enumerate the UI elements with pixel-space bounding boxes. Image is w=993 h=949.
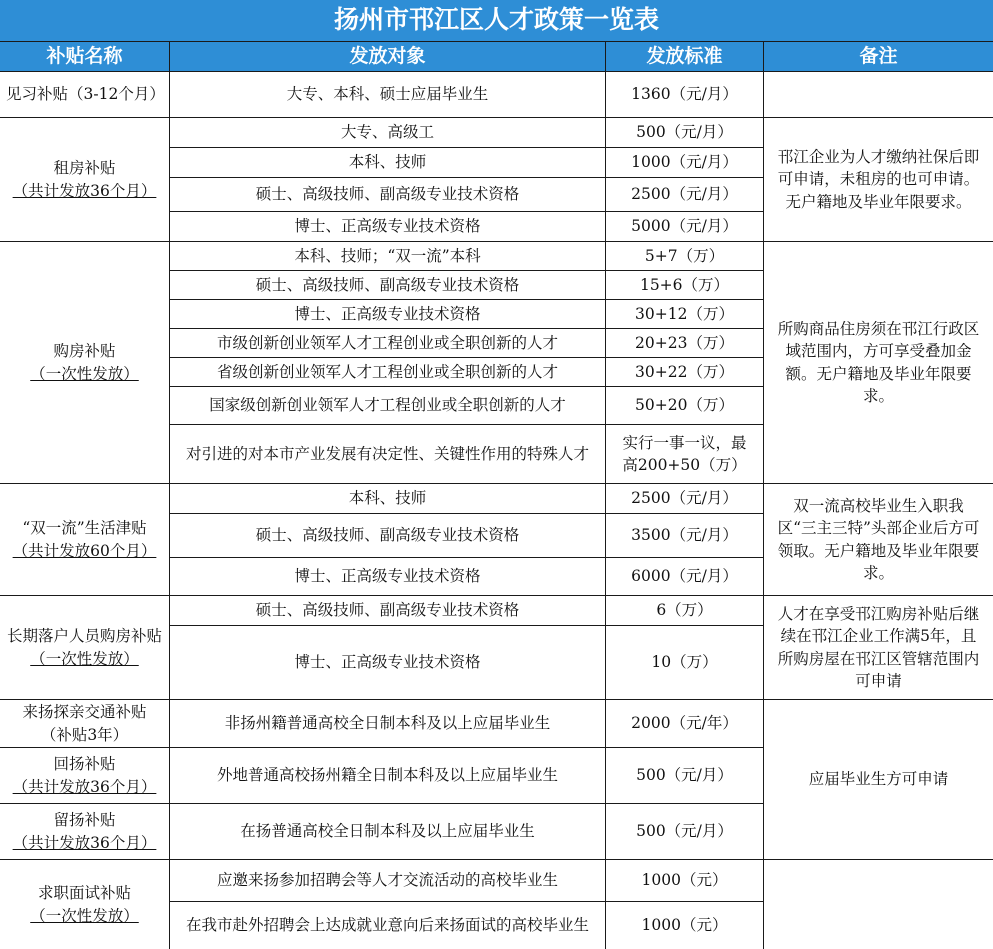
subsidy-name-rent-title: 租房补贴 bbox=[53, 159, 116, 178]
header-target: 发放对象 bbox=[170, 42, 606, 72]
target-cell: 市级创新创业领军人才工程创业或全职创新的人才 bbox=[170, 329, 606, 358]
subsidy-name-visit-period: （补贴3年） bbox=[40, 725, 129, 744]
standard-cell: 2500（元/月） bbox=[606, 178, 764, 212]
subsidy-name-internship: 见习补贴（3-12个月） bbox=[0, 72, 170, 118]
subsidy-name-double-first-class bbox=[0, 484, 170, 596]
standard-cell: 6（万） bbox=[606, 596, 764, 626]
target-cell: 对引进的对本市产业发展有决定性、关键性作用的特殊人才 bbox=[170, 425, 606, 484]
standard-cell: 20+23（万） bbox=[606, 329, 764, 358]
standard-cell: 5000（元/月） bbox=[606, 212, 764, 242]
subsidy-name-settler-title: 长期落户人员购房补贴 bbox=[6, 627, 162, 646]
standard-cell: 50+20（万） bbox=[606, 387, 764, 425]
target-cell: 硕士、高级技师、副高级专业技术资格 bbox=[170, 596, 606, 626]
subsidy-name-visit-title: 来扬探亲交通补贴 bbox=[22, 703, 147, 722]
standard-cell: 30+12（万） bbox=[606, 300, 764, 329]
standard-cell: 15+6（万） bbox=[606, 271, 764, 300]
standard-cell: 2500（元/月） bbox=[606, 484, 764, 514]
standard-cell: 1000（元） bbox=[606, 902, 764, 949]
standard-cell: 1360（元/月） bbox=[606, 72, 764, 118]
standard-cell: 500（元/月） bbox=[606, 804, 764, 860]
subsidy-name-dfc-title: “双一流”生活津贴 bbox=[22, 519, 147, 538]
subsidy-name-stay bbox=[0, 804, 170, 860]
standard-cell: 1000（元/月） bbox=[606, 148, 764, 178]
target-cell: 硕士、高级技师、副高级专业技术资格 bbox=[170, 178, 606, 212]
target-cell: 国家级创新创业领军人才工程创业或全职创新的人才 bbox=[170, 387, 606, 425]
standard-cell: 10（万） bbox=[606, 626, 764, 700]
target-cell: 本科、技师；“双一流”本科 bbox=[170, 242, 606, 271]
target-cell: 在扬普通高校全日制本科及以上应届毕业生 bbox=[170, 804, 606, 860]
header-name: 补贴名称 bbox=[0, 42, 170, 72]
subsidy-name-rent bbox=[0, 118, 170, 242]
target-cell: 大专、高级工 bbox=[170, 118, 606, 148]
remark-graduates-only: 应届毕业生方可申请 bbox=[764, 700, 993, 860]
standard-cell: 500（元/月） bbox=[606, 118, 764, 148]
header-remark: 备注 bbox=[764, 42, 993, 72]
subsidy-name-settler-period: （一次性发放） bbox=[30, 649, 139, 668]
standard-cell: 30+22（万） bbox=[606, 358, 764, 387]
target-cell: 博士、正高级专业技术资格 bbox=[170, 626, 606, 700]
standard-cell: 1000（元） bbox=[606, 860, 764, 902]
subsidy-name-house bbox=[0, 242, 170, 484]
subsidy-name-house-title: 购房补贴 bbox=[53, 342, 116, 361]
standard-cell: 500（元/月） bbox=[606, 748, 764, 804]
remark-empty bbox=[764, 860, 993, 949]
remark-rent: 邗江企业为人才缴纳社保后即可申请，未租房的也可申请。无户籍地及毕业年限要求。 bbox=[764, 118, 993, 242]
subsidy-name-long-term-settler bbox=[0, 596, 170, 700]
subsidy-name-stay-period: （共计发放36个月） bbox=[12, 833, 157, 852]
subsidy-name-interview-title: 求职面试补贴 bbox=[37, 884, 131, 903]
subsidy-name-dfc-period: （共计发放60个月） bbox=[12, 541, 157, 560]
remark-empty bbox=[764, 72, 993, 118]
target-cell: 本科、技师 bbox=[170, 148, 606, 178]
target-cell: 博士、正高级专业技术资格 bbox=[170, 558, 606, 596]
subsidy-name-return bbox=[0, 748, 170, 804]
standard-cell: 2000（元/年） bbox=[606, 700, 764, 748]
standard-cell: 5+7（万） bbox=[606, 242, 764, 271]
target-cell: 本科、技师 bbox=[170, 484, 606, 514]
remark-double-first-class: 双一流高校毕业生入职我区“三主三特”头部企业后方可领取。无户籍地及毕业年限要求。 bbox=[764, 484, 993, 596]
subsidy-name-family-visit bbox=[0, 700, 170, 748]
target-cell: 博士、正高级专业技术资格 bbox=[170, 212, 606, 242]
target-cell: 硕士、高级技师、副高级专业技术资格 bbox=[170, 271, 606, 300]
subsidy-name-interview-period: （一次性发放） bbox=[30, 906, 139, 925]
standard-cell: 6000（元/月） bbox=[606, 558, 764, 596]
target-cell: 大专、本科、硕士应届毕业生 bbox=[170, 72, 606, 118]
table-title: 扬州市邗江区人才政策一览表 bbox=[0, 0, 993, 42]
standard-cell: 实行一事一议，最高200+50（万） bbox=[606, 425, 764, 484]
target-cell: 硕士、高级技师、副高级专业技术资格 bbox=[170, 514, 606, 558]
target-cell: 应邀来扬参加招聘会等人才交流活动的高校毕业生 bbox=[170, 860, 606, 902]
subsidy-name-return-title: 回扬补贴 bbox=[53, 755, 116, 774]
standard-cell: 3500（元/月） bbox=[606, 514, 764, 558]
subsidy-name-stay-title: 留扬补贴 bbox=[53, 811, 116, 830]
remark-house: 所购商品住房须在邗江行政区域范围内，方可享受叠加金额。无户籍地及毕业年限要求。 bbox=[764, 242, 993, 484]
remark-long-term-settler: 人才在享受邗江购房补贴后继续在邗江企业工作满5年，且所购房屋在邗江区管辖范围内可申请 bbox=[764, 596, 993, 700]
target-cell: 在我市赴外招聘会上达成就业意向后来扬面试的高校毕业生 bbox=[170, 902, 606, 949]
target-cell: 外地普通高校扬州籍全日制本科及以上应届毕业生 bbox=[170, 748, 606, 804]
subsidy-name-rent-period: （共计发放36个月） bbox=[12, 181, 157, 200]
subsidy-name-job-interview bbox=[0, 860, 170, 949]
header-standard: 发放标准 bbox=[606, 42, 764, 72]
target-cell: 非扬州籍普通高校全日制本科及以上应届毕业生 bbox=[170, 700, 606, 748]
subsidy-name-house-period: （一次性发放） bbox=[30, 364, 139, 383]
target-cell: 博士、正高级专业技术资格 bbox=[170, 300, 606, 329]
subsidy-name-return-period: （共计发放36个月） bbox=[12, 777, 157, 796]
target-cell: 省级创新创业领军人才工程创业或全职创新的人才 bbox=[170, 358, 606, 387]
